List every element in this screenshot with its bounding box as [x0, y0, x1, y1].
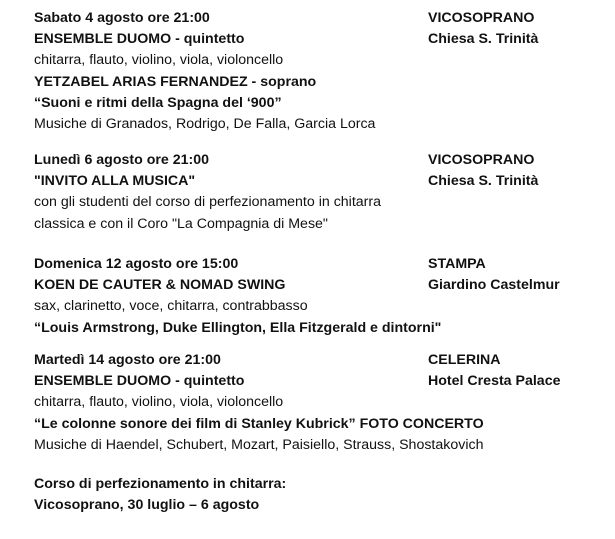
course-info — [34, 474, 594, 516]
course-dates: Vicosoprano, 30 luglio – 6 agosto — [34, 497, 260, 514]
event-location — [428, 350, 598, 392]
event-place: VICOSOPRANO — [428, 152, 535, 168]
event-venue: Hotel Cresta Palace — [428, 373, 561, 390]
event-details — [34, 254, 442, 339]
event-performer: ENSEMBLE DUOMO - quintetto — [34, 31, 245, 48]
event-date: Martedì 14 agosto ore 21:00 — [34, 352, 221, 368]
event-location — [428, 150, 598, 192]
event-place: STAMPA — [428, 256, 486, 272]
event-date: Domenica 12 agosto ore 15:00 — [34, 256, 239, 272]
event-instruments: sax, clarinetto, voce, chitarra, contrabbasso — [34, 298, 308, 315]
event-date: Sabato 4 agosto ore 21:00 — [34, 10, 210, 26]
event-instruments: chitarra, flauto, violino, viola, violoncello — [34, 52, 284, 69]
event-details — [34, 150, 414, 235]
event-venue: Giardino Castelmur — [428, 277, 560, 294]
event-venue: Chiesa S. Trinità — [428, 31, 539, 48]
event-program-title: “Louis Armstrong, Duke Ellington, Ella Fitzgerald e dintorni" — [34, 319, 442, 336]
event-instruments: chitarra, flauto, violino, viola, violoncello — [34, 394, 284, 411]
event-program-title: “Suoni e ritmi della Spagna del ‘900” — [34, 94, 282, 111]
event-program-title: “Le colonne sonore dei film di Stanley Kubrick” FOTO CONCERTO — [34, 415, 484, 432]
event-composers: Musiche di Haendel, Schubert, Mozart, Paisiello, Strauss, Shostakovich — [34, 436, 484, 453]
event-composers: Musiche di Granados, Rodrigo, De Falla, Garcia Lorca — [34, 115, 376, 132]
event-venue: Chiesa S. Trinità — [428, 173, 539, 190]
event-program-title: "INVITO ALLA MUSICA" — [34, 173, 196, 190]
event-place: VICOSOPRANO — [428, 10, 535, 26]
event-location — [428, 8, 598, 50]
event-performer: KOEN DE CAUTER & NOMAD SWING — [34, 277, 286, 294]
course-title: Corso di perfezionamento in chitarra: — [34, 476, 287, 492]
event-place: CELERINA — [428, 352, 501, 368]
event-date: Lunedì 6 agosto ore 21:00 — [34, 152, 210, 168]
event-description: classica e con il Coro "La Compagnia di Mese" — [34, 215, 328, 232]
event-details — [34, 8, 414, 135]
event-description: con gli studenti del corso di perfezionamento in chitarra — [34, 194, 381, 211]
event-location — [428, 254, 598, 296]
event-performer: ENSEMBLE DUOMO - quintetto — [34, 373, 245, 390]
event-performer: YETZABEL ARIAS FERNANDEZ - soprano — [34, 73, 317, 90]
